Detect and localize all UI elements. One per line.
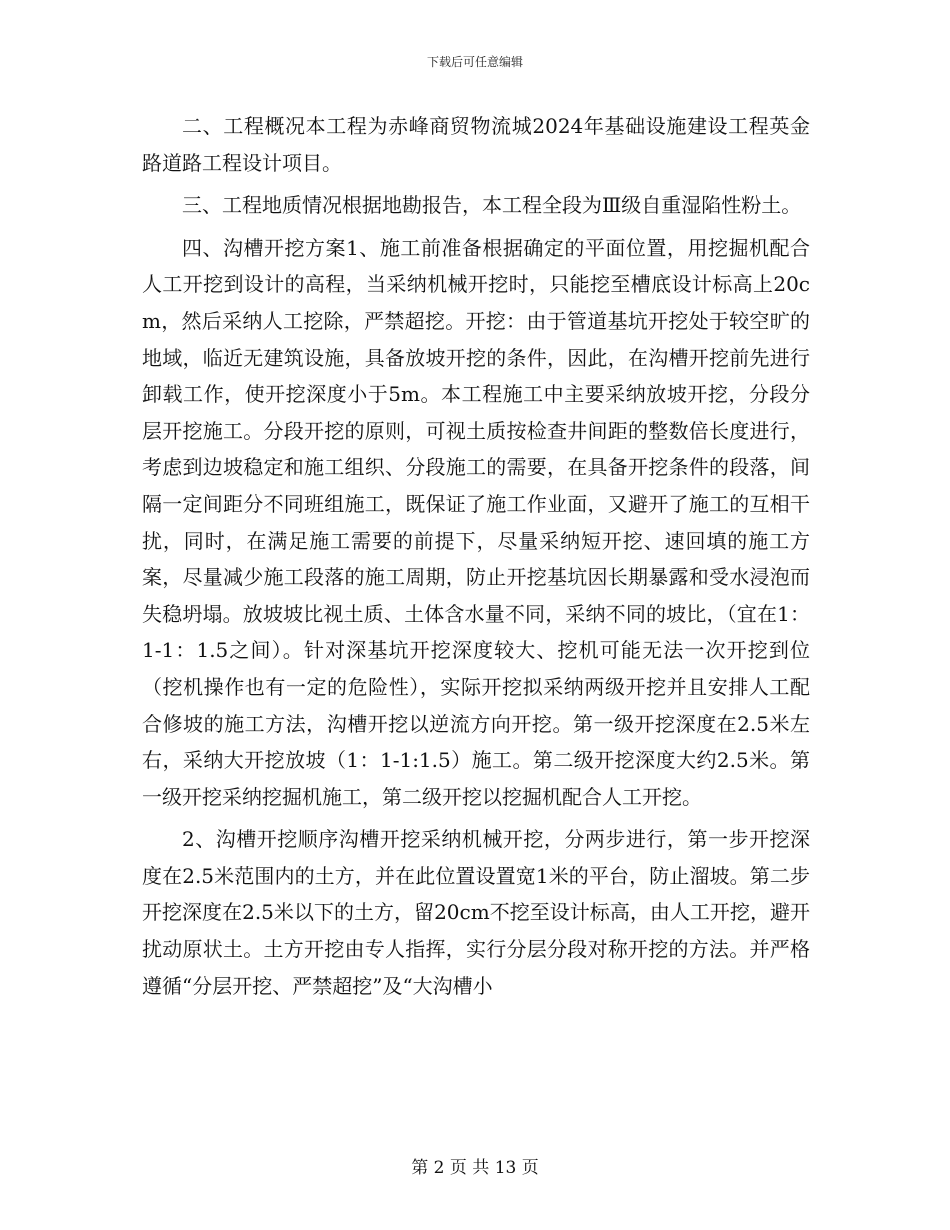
paragraph-excavation-sequence: 2、沟槽开挖顺序沟槽开挖采纳机械开挖，分两步进行，第一步开挖深度在2.5米范围内的土方，并在此位置设置宽1米的平台，防止溜坡。第二步开挖深度在2.5米以下的土方，留20cm不挖至设计标高，由人工开挖，避开扰动原状土。土方开挖由专人指挥，实行分层分段对称开挖的方法。并严格遵循“分层开挖、严禁超挖”及“大沟槽小 xyxy=(142,827,810,998)
paragraph-project-overview: 二、工程概况本工程为赤峰商贸物流城2024年基础设施建设工程英金路道路工程设计项目。 xyxy=(142,114,810,175)
paragraph-geology: 三、工程地质情况根据地勘报告，本工程全段为Ⅲ级自重湿陷性粉土。 xyxy=(182,193,802,218)
page-header: 下载后可任意编辑 xyxy=(426,55,523,69)
page-number: 第 2 页 共 13 页 xyxy=(411,1158,539,1178)
document-body xyxy=(142,108,810,1010)
paragraph-trench-excavation-plan: 四、沟槽开挖方案1、施工前准备根据确定的平面位置，用挖掘机配合人工开挖到设计的高程，当采纳机械开挖时，只能挖至槽底设计标高上20cm，然后采纳人工挖除，严禁超挖。开挖：由于管道基坑开挖处于较空旷的地域，临近无建筑设施，具备放坡开挖的条件，因此，在沟槽开挖前先进行卸载工作，使开挖深度小于5m。本工程施工中主要采纳放坡开挖，分段分层开挖施工。分段开挖的原则，可视土质按检查井间距的整数倍长度进行，考虑到边坡稳定和施工组织、分段施工的需要，在具备开挖条件的段落，间隔一定间距分不同班组施工，既保证了施工作业面，又避开了施工的互相干扰，同时，在满足施工需要的前提下，尽量采纳短开挖、速回填的施工方案，尽量减少施工段落的施工周期，防止开挖基坑因长期暴露和受水浸泡而失稳坍塌。放坡坡比视土质、土体含水量不同，采纳不同的坡比，（宜在1：1-1：1.5之间）。针对深基坑开挖深度较大、挖机可能无法一次开挖到位（挖机操作也有一定的危险性），实际开挖拟采纳两级开挖并且安排人工配合修坡的施工方法，沟槽开挖以逆流方向开挖。第一级开挖深度在2.5米左右，采纳大开挖放坡（1：1-1:1.5）施工。第二级开挖深度大约2.5米。第一级开挖采纳挖掘机施工，第二级开挖以挖掘机配合人工开挖。 xyxy=(142,235,810,809)
